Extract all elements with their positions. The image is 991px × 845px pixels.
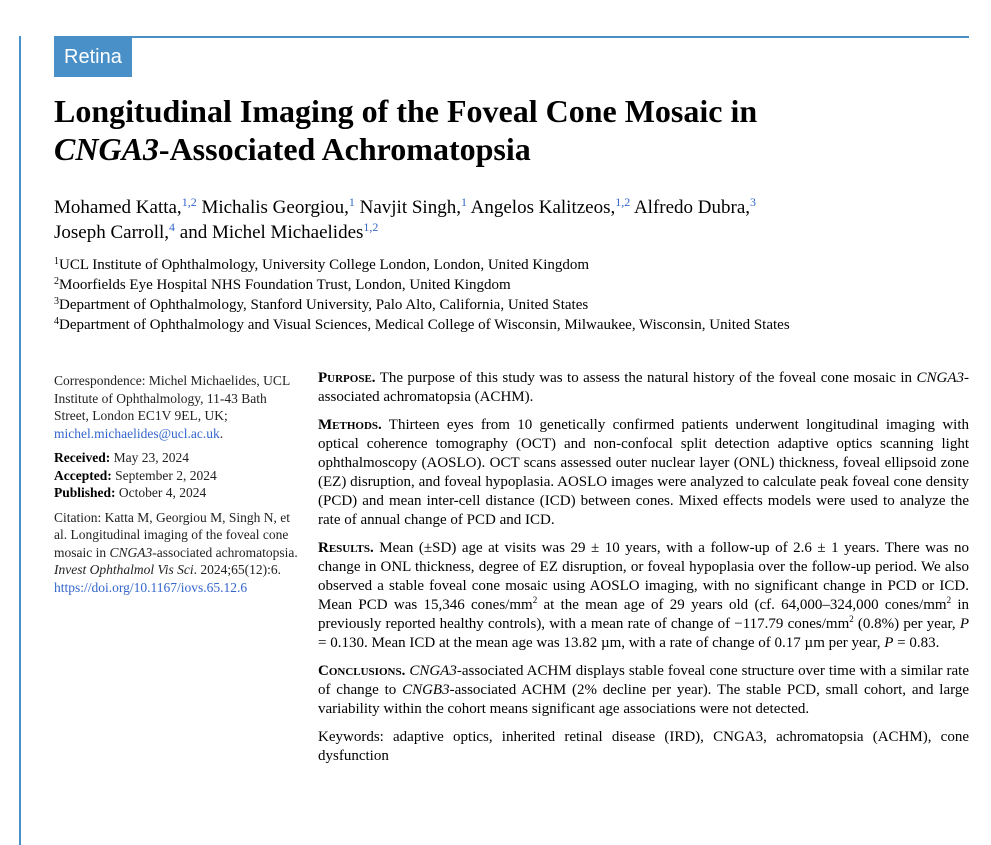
accepted-date: September 2, 2024 [115,467,217,483]
results-text: (0.8%) per year, [853,616,960,632]
citation-text: Citation: Katta M, Georgiou M, Singh N, et al. Longitudinal imaging of the foveal cone mosaic in [54,509,290,560]
methods-heading: Methods. [318,417,382,433]
results-text: Mean (±SD) age at visits was 29 ± 10 years, with a follow-up of 2.6 ± 1 years. There was no change in ONL thickness, degree of EZ disruption, or foveal hypoplasia over the follow-up period. We also observed a stable foveal cone mosaic using AOSLO imaging, with no significant change in PCD or ICD. Mean PCD was 15,346 cones/mm [318,540,970,613]
article-dates [54,449,299,502]
author: Mohamed Katta, [54,197,182,218]
published-label: Published: [54,485,116,500]
left-margin-rule [19,36,21,845]
citation-gene: CNGA3 [109,544,153,560]
affiliation [54,315,969,335]
affiliation [54,255,969,275]
accepted-label: Accepted: [54,467,112,483]
author-affil-ref[interactable]: 3 [750,195,757,209]
author: Navjit Singh, [359,197,461,218]
section-tag: Retina [54,37,132,77]
header-rule [54,36,969,38]
title-gene: CNGA3 [54,131,159,167]
author-affil-ref[interactable]: 1,2 [181,195,197,209]
affiliation [54,275,969,295]
author-affil-ref[interactable]: 1,2 [363,220,379,234]
results-text: = 0.83. [893,635,940,651]
conclusions-text: -associated ACHM displays stable foveal cone structure over time with a similar rate of change to [318,663,969,698]
methods-text: Thirteen eyes from 10 genetically confirmed patients underwent longitudinal imaging with optical coherence tomography (OCT) and non-confocal split detection adaptive optics scanning light ophthalmoscopy (AOSLO). OCT scans assessed outer nuclear layer (ONL) thickness, foveal ellipsoid zone (EZ) disruption, and foveal hypoplasia. AOSLO images were analyzed to calculate peak foveal cone density (PCD) and mean inter-cell distance (ICD) between cones. Mixed effects models were used to analyze the rate of annual change of PCD and ICD. [318,417,969,528]
abstract-methods [318,416,969,530]
citation [54,509,299,597]
results-heading: Results. [318,540,374,556]
conclusions-gene: CNGB3 [402,682,450,698]
author-affil-ref[interactable]: 1 [460,195,467,209]
abstract-results [318,539,969,653]
affiliation-text: UCL Institute of Ophthalmology, University College London, London, United Kingdom [59,257,590,273]
citation-journal: Invest Ophthalmol Vis Sci [54,562,194,577]
citation-text-mid: -associated achromatopsia. [152,544,298,560]
results-text: in previously reported healthy controls), with a mean rate of change of −117.79 cones/mm [318,597,970,632]
author-affil-ref[interactable]: 1 [348,195,355,209]
email-suffix: . [219,425,224,441]
correspondence-email-link[interactable]: michel.michaelides@ucl.ac.uk [54,425,220,441]
author-list [54,195,969,245]
results-superscript: 2 [849,614,854,624]
affiliation-text: Department of Ophthalmology and Visual Sciences, Medical College of Wisconsin, Milwaukee, Wisconsin, United States [59,317,790,333]
correspondence [54,372,299,442]
affiliation-number: 4 [54,316,59,327]
doi-link[interactable]: https://doi.org/10.1167/iovs.65.12.6 [54,579,248,595]
results-superscript: 2 [532,595,538,605]
affiliation-number: 3 [54,296,59,307]
author-affil-ref[interactable]: 1,2 [615,195,631,209]
conclusions-heading: Conclusions. [318,663,406,679]
author: and Michel Michaelides [179,222,364,243]
published-date: October 4, 2024 [118,485,207,500]
affiliation-number: 2 [54,276,59,287]
results-superscript: 2 [946,595,952,605]
author: Michalis Georgiou, [201,197,349,218]
citation-volume: . 2024;65(12):6. [193,562,281,577]
correspondence-text: Correspondence: Michel Michaelides, UCL Institute of Ophthalmology, 11-43 Bath Street, London EC1V 9EL, UK; [54,373,290,423]
abstract-conclusions [318,662,969,719]
affiliation-list [54,255,969,335]
conclusions-text: -associated ACHM (2% decline per year). The stable PCD, small cohort, and large variability within the cohort means significant age associations were not detected. [318,682,969,717]
article-title [54,92,954,168]
purpose-gene: CNGA3 [916,370,964,386]
abstract [318,369,969,775]
results-text: = 0.130. Mean ICD at the mean age was 13.82 µm, with a rate of change of 0.17 µm per year, [318,635,885,651]
author-affil-ref[interactable]: 4 [169,220,176,234]
keywords: Keywords: adaptive optics, inherited retinal disease (IRD), CNGA3, achromatopsia (ACHM), cone dysfunction [318,729,969,764]
affiliation-text: Moorfields Eye Hospital NHS Foundation Trust, London, United Kingdom [59,277,511,293]
affiliation-number: 1 [54,256,59,267]
results-p-symbol: P [884,635,894,651]
results-p-symbol: P [959,616,969,632]
purpose-heading: Purpose. [318,370,376,386]
received-date: May 23, 2024 [113,450,189,465]
received-label: Received: [54,450,111,465]
title-line2: -Associated Achromatopsia [158,131,531,167]
author: Angelos Kalitzeos, [470,197,616,218]
author: Alfredo Dubra, [633,197,751,218]
author: Joseph Carroll, [54,222,170,243]
affiliation-text: Department of Ophthalmology, Stanford University, Palo Alto, California, United States [59,297,589,313]
affiliation [54,295,969,315]
article-sidebar [54,372,299,603]
purpose-text-end: -associated achromatopsia (ACHM). [318,370,969,405]
title-line1: Longitudinal Imaging of the Foveal Cone Mosaic in [54,93,758,129]
abstract-purpose [318,369,969,407]
results-text: at the mean age of 29 years old (cf. 64,000–324,000 cones/mm [537,597,947,613]
purpose-text: The purpose of this study was to assess the natural history of the foveal cone mosaic in [379,370,913,386]
conclusions-gene: CNGA3 [409,663,457,679]
